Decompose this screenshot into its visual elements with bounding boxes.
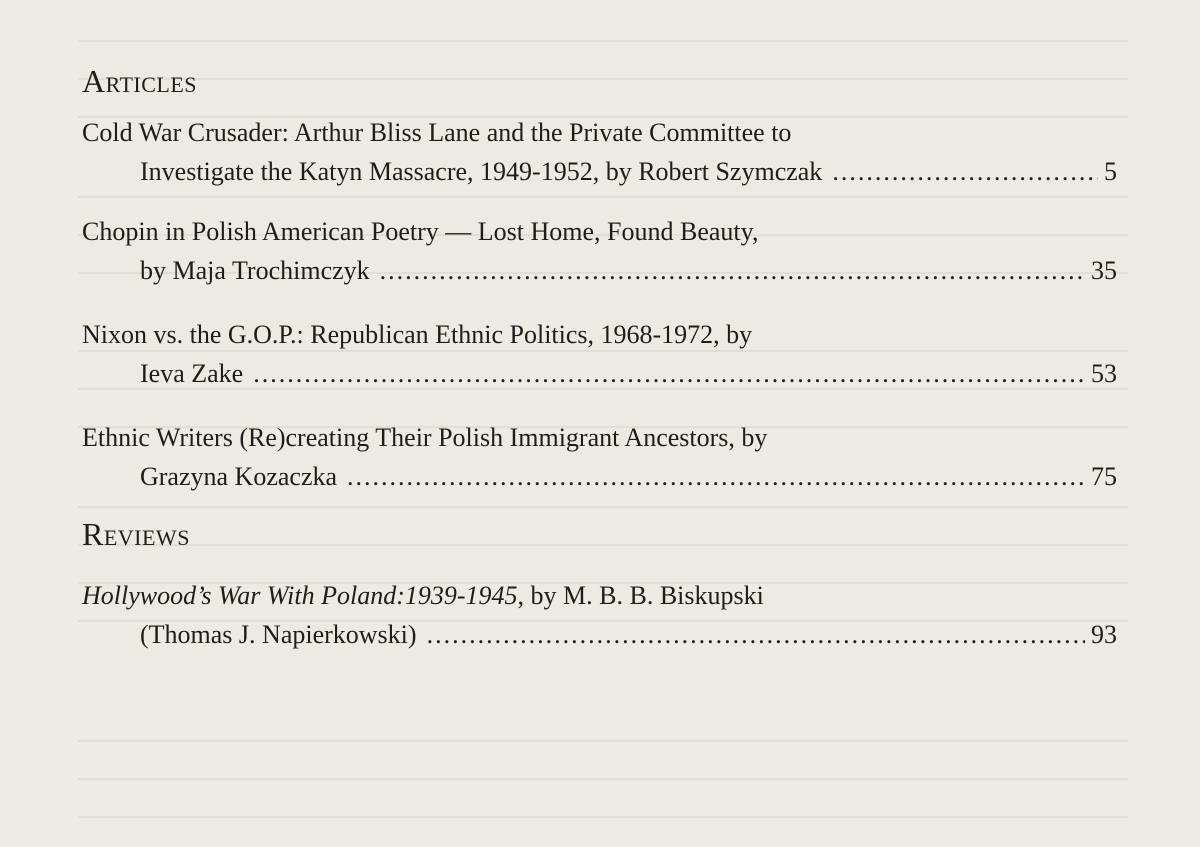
- toc-entry-nixon-gop[interactable]: [82, 315, 1117, 393]
- entry-author-line: [82, 457, 1117, 496]
- entry-author: Ieva Zake: [140, 359, 244, 388]
- toc-entry-hollywoods-war[interactable]: [82, 576, 1117, 654]
- review-book-author: , by M. B. B. Biskupski: [517, 581, 764, 610]
- dot-leader: [832, 152, 1098, 191]
- page-number: 93: [1091, 620, 1117, 649]
- review-book-title: Hollywood’s War With Poland:1939-1945: [82, 581, 518, 610]
- entry-title-line: Nixon vs. the G.O.P.: Republican Ethnic Politics, 1968-1972, by: [82, 320, 753, 349]
- bleed-line: [78, 40, 1128, 42]
- page-number: 53: [1091, 359, 1117, 388]
- entry-author-line: [82, 615, 1117, 654]
- entry-author: by Maja Trochimczyk: [140, 256, 370, 285]
- section-heading-reviews: Reviews: [82, 516, 190, 552]
- entry-author-line: [82, 354, 1117, 393]
- dot-leader: [427, 615, 1085, 654]
- dot-leader: [253, 354, 1085, 393]
- entry-author-line: [82, 251, 1117, 290]
- page-number: 5: [1104, 157, 1117, 186]
- entry-title-line: Chopin in Polish American Poetry — Lost Home, Found Beauty,: [82, 217, 759, 246]
- bleed-line: [78, 740, 1128, 742]
- section-heading-articles: Articles: [82, 63, 198, 99]
- entry-title-line: [82, 576, 1117, 615]
- toc-entry-cold-war-crusader[interactable]: [82, 113, 1117, 191]
- page-number: 35: [1091, 256, 1117, 285]
- toc-entry-ethnic-writers[interactable]: [82, 418, 1117, 496]
- bleed-line: [78, 816, 1128, 818]
- entry-title-line: Ethnic Writers (Re)creating Their Polish Immigrant Ancestors, by: [82, 423, 768, 452]
- entry-title-continuation: Investigate the Katyn Massacre, 1949-1952, by Robert Szymczak: [140, 157, 823, 186]
- entry-author: Grazyna Kozaczka: [140, 462, 338, 491]
- entry-author-line: [82, 152, 1117, 191]
- bleed-line: [78, 778, 1128, 780]
- dot-leader: [347, 457, 1085, 496]
- toc-entry-chopin-poetry[interactable]: [82, 212, 1117, 290]
- entry-reviewer: (Thomas J. Napierkowski): [140, 620, 417, 649]
- table-of-contents: [82, 62, 1117, 654]
- entry-title-line: Cold War Crusader: Arthur Bliss Lane and the Private Committee to: [82, 118, 792, 147]
- dot-leader: [380, 251, 1085, 290]
- page-number: 75: [1091, 462, 1117, 491]
